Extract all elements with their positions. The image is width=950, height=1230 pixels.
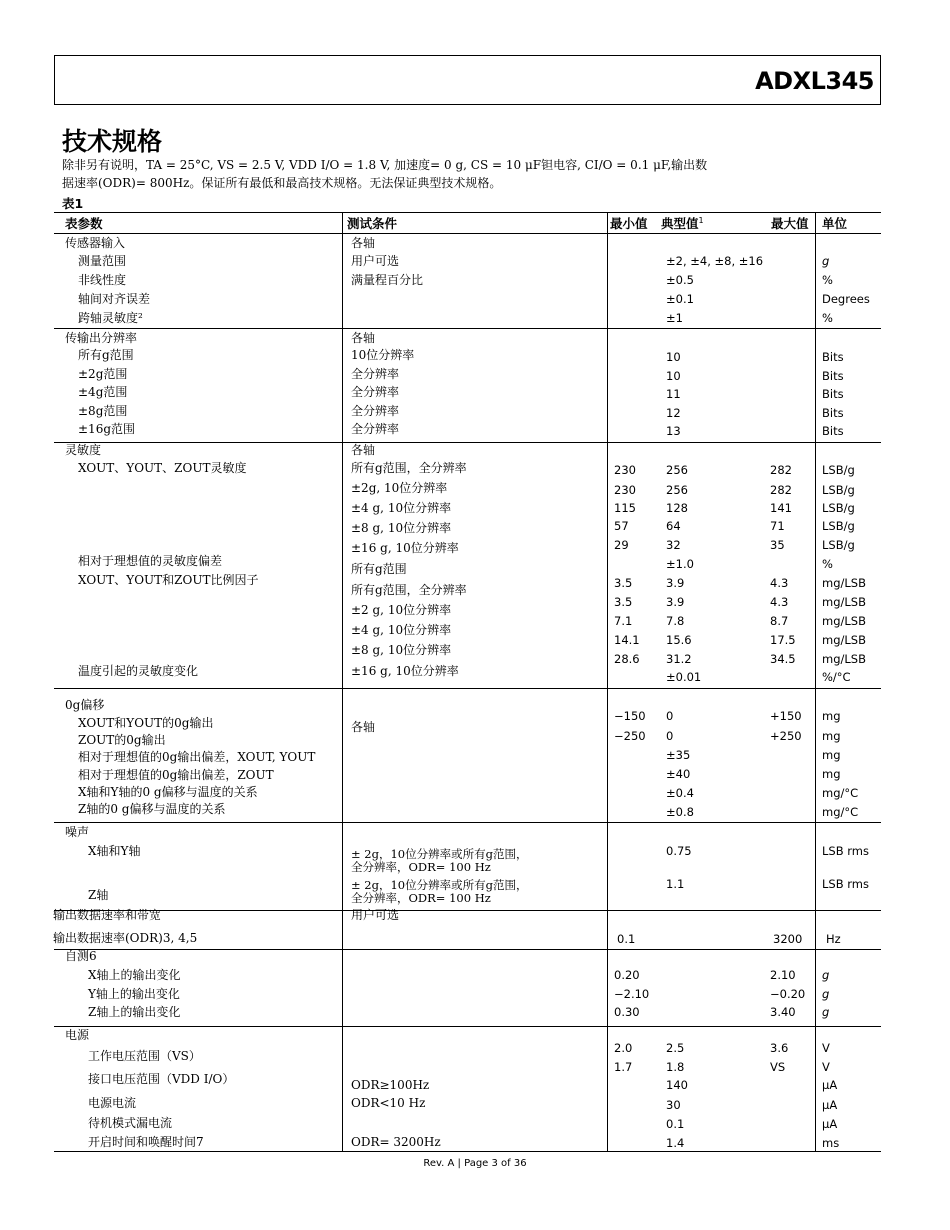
table-row: 所有g范围 10位分辨率 10 Bits: [78, 348, 844, 364]
table-row: 所有g范围 ±1.0 %: [351, 557, 833, 576]
table-row: 接口电压范围（VDD I/O） 1.7 1.8 VS V: [88, 1060, 830, 1086]
page-title: 技术规格: [62, 127, 163, 156]
table-row: 相对于理想值的0g输出偏差，XOUT, YOUT ±35 mg: [78, 748, 841, 764]
table-row: 电源: [65, 1028, 90, 1042]
col-header-min: 最小值: [610, 216, 648, 231]
col-header-unit: 单位: [822, 216, 848, 231]
table-row: ZOUT的0g输出 −250 0 +250 mg: [78, 729, 841, 747]
table-row: 输出数据速率和带宽 用户可选: [53, 908, 400, 922]
table-row: ±8g范围 全分辨率 12 Bits: [78, 404, 844, 420]
table-row: ±4 g, 10位分辨率 7.1 7.8 8.7 mg/LSB: [351, 614, 866, 637]
table-row: ±2g范围 全分辨率 10 Bits: [78, 367, 844, 383]
table-row: 工作电压范围（VS） 2.0 2.5 3.6 V: [88, 1041, 830, 1063]
col-header-max: 最大值: [771, 216, 809, 231]
noise-z-condition: ± 2g，10位分辨率或所有g范围， 全分辨率，ODR= 100 Hz: [351, 878, 528, 905]
table-row: ±4 g, 10位分辨率 115 128 141 LSB/g: [351, 501, 855, 515]
intro-line-2: 据速率(ODR)= 800Hz。保证所有最低和最高技术规格。无法保证典型技术规格。: [62, 176, 502, 190]
table-row: ±2g, 10位分辨率 230 256 282 LSB/g: [351, 481, 855, 497]
table-row: Y轴上的输出变化 −2.10 −0.20 g: [88, 987, 830, 1001]
table-row: 相对于理想值的灵敏度偏差: [78, 554, 223, 568]
table-row: XOUT和YOUT的0g输出 各轴 −150 0 +150 mg: [78, 709, 841, 734]
table-row: ±0.01 %/°C: [666, 670, 851, 684]
table-row: 电源电流 ODR<10 Hz 30 μA: [88, 1096, 838, 1112]
table-row: ±8 g, 10位分辨率 14.1 15.6 17.5 mg/LSB: [351, 633, 866, 657]
page-footer: Rev. A | Page 3 of 36: [423, 1158, 527, 1169]
table-row: ±8 g, 10位分辨率 57 64 71 LSB/g: [351, 519, 855, 535]
table-caption: 表1: [62, 196, 84, 211]
table-row: 温度引起的灵敏度变化 ±16 g, 10位分辨率 28.6 31.2 34.5 mg/LSB: [78, 652, 866, 678]
table-row: ±4g范围 全分辨率 11 Bits: [78, 385, 844, 401]
table-row: X轴和Y轴 0.75 LSB rms: [88, 844, 869, 858]
table-row: X轴和Y轴的0 g偏移与温度的关系 ±0.4 mg/°C: [78, 785, 859, 800]
table-row: 输出数据速率(ODR)3, 4,5 0.1 3200 Hz: [53, 931, 841, 946]
table-row: ±16 g, 10位分辨率 29 32 35 LSB/g: [351, 538, 855, 555]
table-row: 相对于理想值的0g输出偏差，ZOUT ±40 mg: [78, 767, 841, 782]
table-row: 待机模式漏电流 0.1 μA: [88, 1116, 838, 1131]
intro-text: [62, 156, 762, 192]
table-row: 1.1 LSB rms: [666, 877, 869, 891]
table-row: 所有g范围，全分辨率 3.5 3.9 4.3 mg/LSB: [351, 576, 866, 597]
col-header-condition: 测试条件: [347, 216, 398, 231]
col-header-typ: 典型值$^1$: [661, 215, 704, 231]
part-number: ADXL345: [755, 67, 874, 95]
table-row: Z轴上的输出变化 0.30 3.40 g: [88, 1005, 830, 1019]
table-row: 非线性度 满量程百分比 ±0.5 %: [78, 273, 833, 287]
table-row: 开启时间和唤醒时间7 ODR= 3200Hz 1.4 ms: [88, 1135, 840, 1150]
table-row: 传感器输入 各轴: [65, 236, 376, 250]
table-row: ODR≥100Hz 140 μA: [351, 1078, 838, 1092]
table-row: 灵敏度 各轴: [65, 443, 376, 457]
table-row: XOUT、YOUT、ZOUT灵敏度 所有g范围，全分辨率 230 256 282 LSB/g: [78, 461, 855, 477]
table-row: XOUT、YOUT和ZOUT比例因子: [78, 573, 259, 587]
divider: [54, 688, 881, 689]
table-top-rule: [54, 212, 881, 213]
header-box: [54, 55, 881, 105]
table-row: Z轴: [88, 888, 109, 902]
col-header-param: 表参数: [65, 216, 103, 231]
table-row: ±16g范围 全分辨率 13 Bits: [78, 422, 844, 438]
table-row: 0g偏移: [65, 698, 105, 712]
table-row: Z轴的0 g偏移与温度的关系 ±0.8 mg/°C: [78, 802, 859, 819]
table-row: 轴间对齐误差 ±0.1 Degrees: [78, 292, 870, 306]
noise-xy-condition: ± 2g，10位分辨率或所有g范围， 全分辨率，ODR= 100 Hz: [351, 847, 528, 874]
intro-line-1: 除非另有说明，TA = 25°C, VS = 2.5 V, VDD I/O = 1.8 V, 加速度= 0 g, CS = 10 μF钽电容, CI/O = 0.1 μF,输出数: [62, 158, 708, 172]
table-row: 跨轴灵敏度² ±1 %: [78, 311, 833, 325]
table-row: 测量范围 用户可选 ±2, ±4, ±8, ±16 g: [78, 254, 830, 268]
table-row: ±2 g, 10位分辨率 3.5 3.9 4.3 mg/LSB: [351, 595, 866, 617]
table-row: 噪声: [65, 825, 90, 839]
table-row: 自测6: [65, 949, 97, 963]
table-row: X轴上的输出变化 0.20 2.10 g: [88, 968, 830, 982]
table-row: 传输出分辨率 各轴: [65, 331, 376, 345]
